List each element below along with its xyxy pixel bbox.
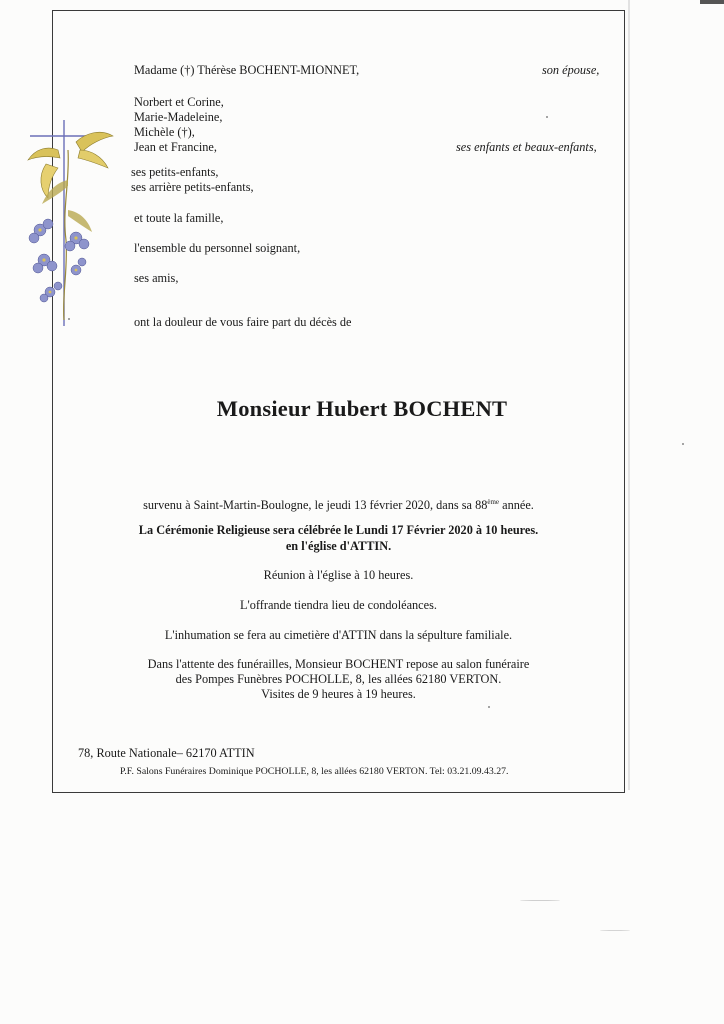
offering-line: L'offrande tiendra lieu de condoléances. [240,598,437,612]
grandchildren-line-2: ses arrière petits-enfants, [131,180,254,194]
spouse-role: son épouse, [542,63,600,77]
scan-edge [700,0,724,4]
spouse-name: Madame (†) Thérèse BOCHENT-MIONNET, [134,63,360,77]
staff-line: l'ensemble du personnel soignant, [134,241,301,255]
scan-speck [682,443,684,445]
children-name-1: Norbert et Corine, [134,95,224,109]
rest-line-1: Dans l'attente des funérailles, Monsieur BOCHENT repose au salon funéraire [147,657,530,671]
family-address: 78, Route Nationale– 62170 ATTIN [78,746,255,760]
scan-speck [488,706,490,708]
cross-with-lily-flowers-icon [18,120,128,330]
rest-line-2: des Pompes Funèbres POCHOLLE, 8, les allées 62180 VERTON. [175,672,502,686]
friends-line: ses amis, [134,271,179,285]
death-details [52,494,625,513]
funeral-home-footer: P.F. Salons Funéraires Dominique POCHOLLE, 8, les allées 62180 VERTON. Tel: 03.21.09.43.27. [120,766,509,777]
rest-line-3: Visites de 9 heures à 19 heures. [261,687,416,701]
ceremony-line-1: La Cérémonie Religieuse sera célébrée le Lundi 17 Février 2020 à 10 heures. [138,523,539,537]
family-line: et toute la famille, [134,211,224,225]
scan-speck [68,318,70,320]
children-role: ses enfants et beaux-enfants, [456,140,597,154]
scan-speck [546,116,548,118]
scan-mark [600,930,630,931]
death-text: survenu à Saint-Martin-Boulogne, le jeudi 13 février 2020, dans sa 88 [143,498,488,512]
ceremony-line-2: en l'église d'ATTIN. [285,539,392,553]
paper-edge [628,0,630,790]
burial-line: L'inhumation se fera au cimetière d'ATTIN dans la sépulture familiale. [164,628,513,642]
children-name-2: Marie-Madeleine, [134,110,223,124]
children-name-3: Michèle (†), [134,125,195,139]
scan-mark [520,900,560,901]
deceased-name: Monsieur Hubert BOCHENT [216,396,508,421]
grandchildren-line-1: ses petits-enfants, [131,165,219,179]
ordinal-suffix: ème [487,498,500,506]
children-name-4: Jean et Francine, [134,140,217,154]
death-text-end: année. [499,498,534,512]
announcement-line: ont la douleur de vous faire part du décès de [134,315,352,329]
meeting-line: Réunion à l'église à 10 heures. [263,568,414,582]
